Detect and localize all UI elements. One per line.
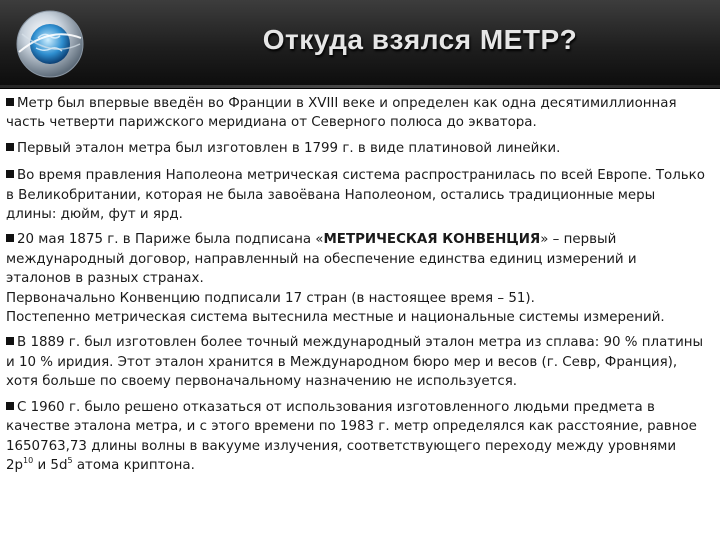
bullet-paragraph bbox=[6, 166, 714, 224]
text-line: Во время правления Наполеона метрическая система распространилась по всей Европе. Только bbox=[6, 166, 714, 185]
text-line: хотя больше по своему первоначальному назначению не используется. bbox=[6, 374, 518, 390]
text-line: качестве эталона метра, и с этого времени по 1983 г. метр определялся как расстояние, равное bbox=[6, 419, 697, 435]
text-line: часть четверти парижского меридиана от Северного полюса до экватора. bbox=[6, 115, 537, 131]
text-line: Постепенно метрическая система вытеснила местные и национальные системы измерений. bbox=[6, 310, 665, 326]
text-line: $2p^{10}$ и $5d^5$ атома криптона. bbox=[6, 455, 195, 473]
text-line: длины: дюйм, фут и ярд. bbox=[6, 207, 183, 223]
title-banner bbox=[0, 0, 720, 89]
text-line: в Великобритании, которая не была завоёвана Наполеоном, остались традиционные меры bbox=[6, 187, 656, 203]
text-line: В 1889 г. был изготовлен более точный международный эталон метра из сплава: 90 % платины bbox=[6, 333, 714, 352]
content-area bbox=[6, 94, 714, 480]
bullet-paragraph bbox=[6, 94, 714, 133]
text-line: международный договор, направленный на обеспечение единства единиц измерений и bbox=[6, 251, 637, 267]
text-line: эталонов в разных странах. bbox=[6, 271, 204, 287]
text-line: С 1960 г. было решено отказаться от использования изготовленного людьми предмета в bbox=[6, 398, 714, 417]
bullet-paragraph bbox=[6, 139, 714, 158]
bullet-paragraph bbox=[6, 333, 714, 391]
page-title: Откуда взялся МЕТР? bbox=[262, 24, 578, 55]
square-bullet-icon bbox=[6, 98, 14, 106]
text-line: Первый эталон метра был изготовлен в 1799 г. в виде платиновой линейки. bbox=[6, 139, 714, 158]
square-bullet-icon bbox=[6, 402, 14, 410]
text-line: Первоначально Конвенцию подписали 17 стран (в настоящее время – 51). bbox=[6, 290, 535, 306]
square-bullet-icon bbox=[6, 337, 14, 345]
bullet-paragraph bbox=[6, 230, 714, 327]
square-bullet-icon bbox=[6, 170, 14, 178]
square-bullet-icon bbox=[6, 234, 14, 242]
convention-name: МЕТРИЧЕСКАЯ КОНВЕНЦИЯ bbox=[323, 232, 541, 248]
text-line: и 10 % иридия. Этот эталон хранится в Международном бюро мер и весов (г. Севр, Франция), bbox=[6, 354, 678, 370]
bullet-paragraph bbox=[6, 398, 714, 476]
globe-icon bbox=[14, 4, 86, 84]
text-line: 1650763,73 длины волны в вакууме излучения, соответствующего переходу между уровнями bbox=[6, 438, 677, 454]
square-bullet-icon bbox=[6, 143, 14, 151]
text-line: 20 мая 1875 г. в Париже была подписана «МЕТРИЧЕСКАЯ КОНВЕНЦИЯ» – первый bbox=[6, 230, 714, 249]
text-line: Метр был впервые введён во Франции в XVIII веке и определен как одна десятимиллионная bbox=[6, 94, 714, 113]
